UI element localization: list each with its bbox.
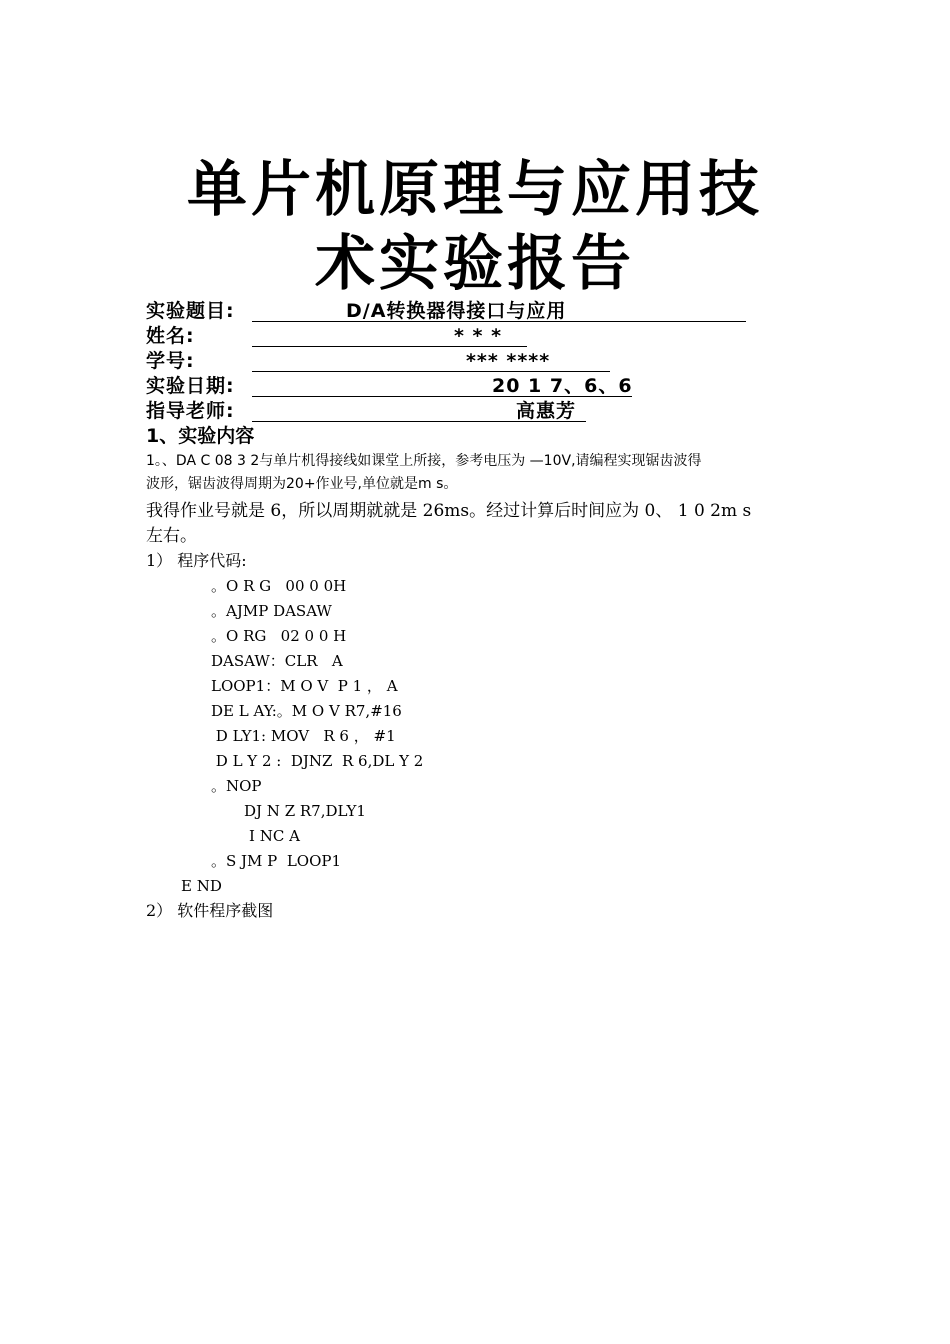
topic-label: 实验题目: xyxy=(146,300,235,322)
task-description-line-1: 1。、DA C 08 3 2与单片机得接线如课堂上所接，参考电压为 —10V,请编程实现锯齿波得 xyxy=(146,453,702,469)
code-line: 。O R G 00 0 0H xyxy=(211,577,347,595)
info-row-topic xyxy=(146,299,756,324)
code-line: 。O RG 02 0 0 H xyxy=(211,627,347,645)
calculation-line-1: 我得作业号就是 6，所以周期就就是 26ms。经过计算后时间应为 0、 1 0 2m s xyxy=(146,501,752,521)
code-line: DASAW：CLR A xyxy=(211,652,343,670)
code-line: 。S JM P LOOP1 xyxy=(211,852,342,870)
name-value: * * * xyxy=(454,325,503,347)
info-row-date xyxy=(146,374,756,399)
code-line: D LY1: MOV R 6 ， #1 xyxy=(211,727,396,745)
code-line: 。AJMP DASAW xyxy=(211,602,332,620)
student-id-label: 学号: xyxy=(146,350,195,372)
calculation-line-2: 左右。 xyxy=(146,526,197,546)
screenshot-heading: 2） 软件程序截图 xyxy=(146,901,274,920)
code-line: I NC A xyxy=(249,827,300,845)
date-label: 实验日期: xyxy=(146,375,235,397)
code-line: LOOP1：M O V P 1 ， A xyxy=(211,677,398,695)
report-title-line-1: 单片机原理与应用技 xyxy=(187,155,763,225)
code-line: 。NOP xyxy=(211,777,262,795)
report-title-line-2: 术实验报告 xyxy=(315,229,635,299)
teacher-value: 高惠芳 xyxy=(516,400,577,422)
code-heading: 1） 程序代码: xyxy=(146,551,247,570)
teacher-label: 指导老师: xyxy=(146,400,235,422)
info-row-name xyxy=(146,324,756,349)
name-label: 姓名: xyxy=(146,325,195,347)
section-heading-content: 1、实验内容 xyxy=(146,425,255,447)
info-row-student-id xyxy=(146,349,756,374)
info-row-teacher xyxy=(146,399,756,424)
student-id-value: *** **** xyxy=(466,350,551,372)
topic-value: D/A转换器得接口与应用 xyxy=(346,300,567,322)
code-line: E ND xyxy=(181,877,222,895)
code-line: D L Y 2 : DJNZ R 6,DL Y 2 xyxy=(211,752,424,770)
date-value: 20 1 7、6、6 xyxy=(492,375,633,397)
code-line: DE L AY:。M O V R7,#16 xyxy=(211,702,402,720)
task-description-line-2: 波形，锯齿波得周期为20+作业号,单位就是m s。 xyxy=(146,476,458,492)
code-line: DJ N Z R7,DLY1 xyxy=(244,802,366,820)
student-id-underline xyxy=(252,371,610,372)
